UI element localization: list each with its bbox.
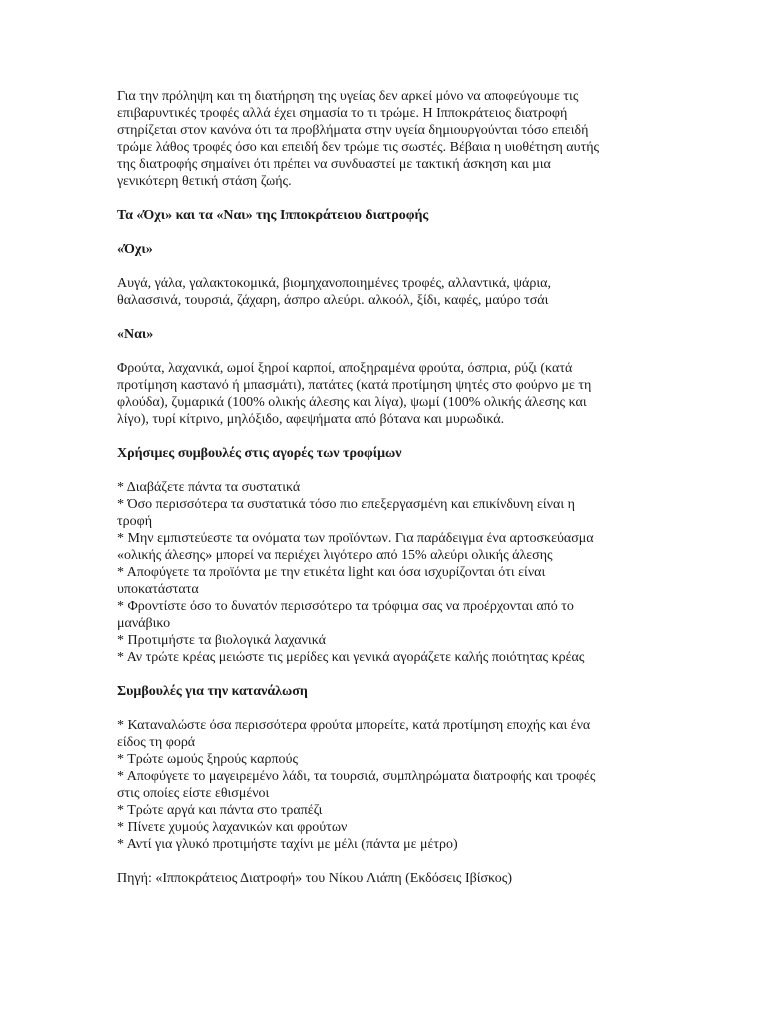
intro-paragraph <box>117 88 657 190</box>
intro-line: στηρίζεται στον κανόνα ότι τα προβλήματα στην υγεία δημιουργούνται τόσο επειδή <box>117 123 589 138</box>
list-item: υποκατάστατα <box>117 582 199 597</box>
list-item: * Αν τρώτε κρέας μειώστε τις μερίδες και γενικά αγοράζετε καλής ποιότητας κρέας <box>117 650 585 665</box>
shopping-heading: Χρήσιμες συμβουλές στις αγορές των τροφίμων <box>117 446 402 461</box>
no-heading: «Όχι» <box>117 242 153 257</box>
document-page <box>117 88 657 887</box>
list-item: μανάβικο <box>117 616 171 631</box>
no-foods-paragraph <box>117 275 657 309</box>
list-item: * Φροντίστε όσο το δυνατόν περισσότερο τα τρόφιμα σας να προέρχονται από το <box>117 599 574 614</box>
intro-line: γενικότερη θετική στάση ζωής. <box>117 174 292 189</box>
list-item: * Τρώτε ωμούς ξηρούς καρπούς <box>117 752 299 767</box>
consumption-heading: Συμβουλές για την κατανάλωση <box>117 684 308 699</box>
list-item: * Αποφύγετε τα προϊόντα με την ετικέτα light και όσα ισχυρίζονται ότι είναι <box>117 565 546 580</box>
list-item: τροφή <box>117 514 153 529</box>
list-item: * Μην εμπιστεύεστε τα ονόματα των προϊόντων. Για παράδειγμα ένα αρτοσκεύασμα <box>117 531 594 546</box>
source-citation: Πηγή: «Ιπποκράτειος Διατροφή» του Νίκου Λιάπη (Εκδόσεις Ιβίσκος) <box>117 871 512 886</box>
yes-foods-line: φλούδα), ζυμαρικά (100% ολικής άλεσης και λίγα), ψωμί (100% ολικής άλεσης και <box>117 395 587 410</box>
yes-foods-line: Φρούτα, λαχανικά, ωμοί ξηροί καρποί, αποξηραμένα φρούτα, όσπρια, ρύζι (κατά <box>117 361 573 376</box>
no-foods-line: θαλασσινά, τουρσιά, ζάχαρη, άσπρο αλεύρι. αλκοόλ, ξίδι, καφές, μαύρο τσάι <box>117 293 549 308</box>
list-item: είδος τη φορά <box>117 735 196 750</box>
yes-foods-paragraph <box>117 360 657 428</box>
yes-foods-line: προτίμηση καστανό ή μπασμάτι), πατάτες (κατά προτίμηση ψητές στο φούρνο με τη <box>117 378 592 393</box>
list-item: * Αποφύγετε το μαγειρεμένο λάδι, τα τουρσιά, συμπληρώματα διατροφής και τροφές <box>117 769 596 784</box>
yes-foods-line: λίγο), τυρί κίτρινο, μηλόξιδο, αφεψήματα από βότανα και μυρωδικά. <box>117 412 505 427</box>
list-item: στις οποίες είστε εθισμένοι <box>117 786 270 801</box>
list-item: * Αντί για γλυκό προτιμήστε ταχίνι με μέλι (πάντα με μέτρο) <box>117 837 458 852</box>
list-item: * Διαβάζετε πάντα τα συστατικά <box>117 480 301 495</box>
consumption-tips-list <box>117 717 657 853</box>
list-item: * Τρώτε αργά και πάντα στο τραπέζι <box>117 803 323 818</box>
list-item: * Όσο περισσότερα τα συστατικά τόσο πιο επεξεργασμένη και επικίνδυνη είναι η <box>117 497 575 512</box>
intro-line: της διατροφής σημαίνει ότι πρέπει να συνδυαστεί με τακτική άσκηση και μια <box>117 157 551 172</box>
intro-line: τρώμε λάθος τροφές όσο και επειδή δεν τρώμε τις σωστές. Βέβαια η υιοθέτηση αυτής <box>117 140 600 155</box>
intro-line: Για την πρόληψη και τη διατήρηση της υγείας δεν αρκεί μόνο να αποφεύγουμε τις <box>117 89 579 104</box>
section-title: Τα «Όχι» και τα «Ναι» της Ιπποκράτειου διατροφής <box>117 208 429 223</box>
intro-line: επιβαρυντικές τροφές αλλά έχει σημασία το τι τρώμε. Η Ιπποκράτειος διατροφή <box>117 106 568 121</box>
shopping-tips-list <box>117 479 657 666</box>
yes-heading: «Ναι» <box>117 327 154 342</box>
list-item: * Καταναλώστε όσα περισσότερα φρούτα μπορείτε, κατά προτίμηση εποχής και ένα <box>117 718 591 733</box>
list-item: * Προτιμήστε τα βιολογικά λαχανικά <box>117 633 326 648</box>
list-item: «ολικής άλεσης» μπορεί να περιέχει λιγότερο από 15% αλεύρι ολικής άλεσης <box>117 548 553 563</box>
list-item: * Πίνετε χυμούς λαχανικών και φρούτων <box>117 820 348 835</box>
no-foods-line: Αυγά, γάλα, γαλακτοκομικά, βιομηχανοποιημένες τροφές, αλλαντικά, ψάρια, <box>117 276 551 291</box>
